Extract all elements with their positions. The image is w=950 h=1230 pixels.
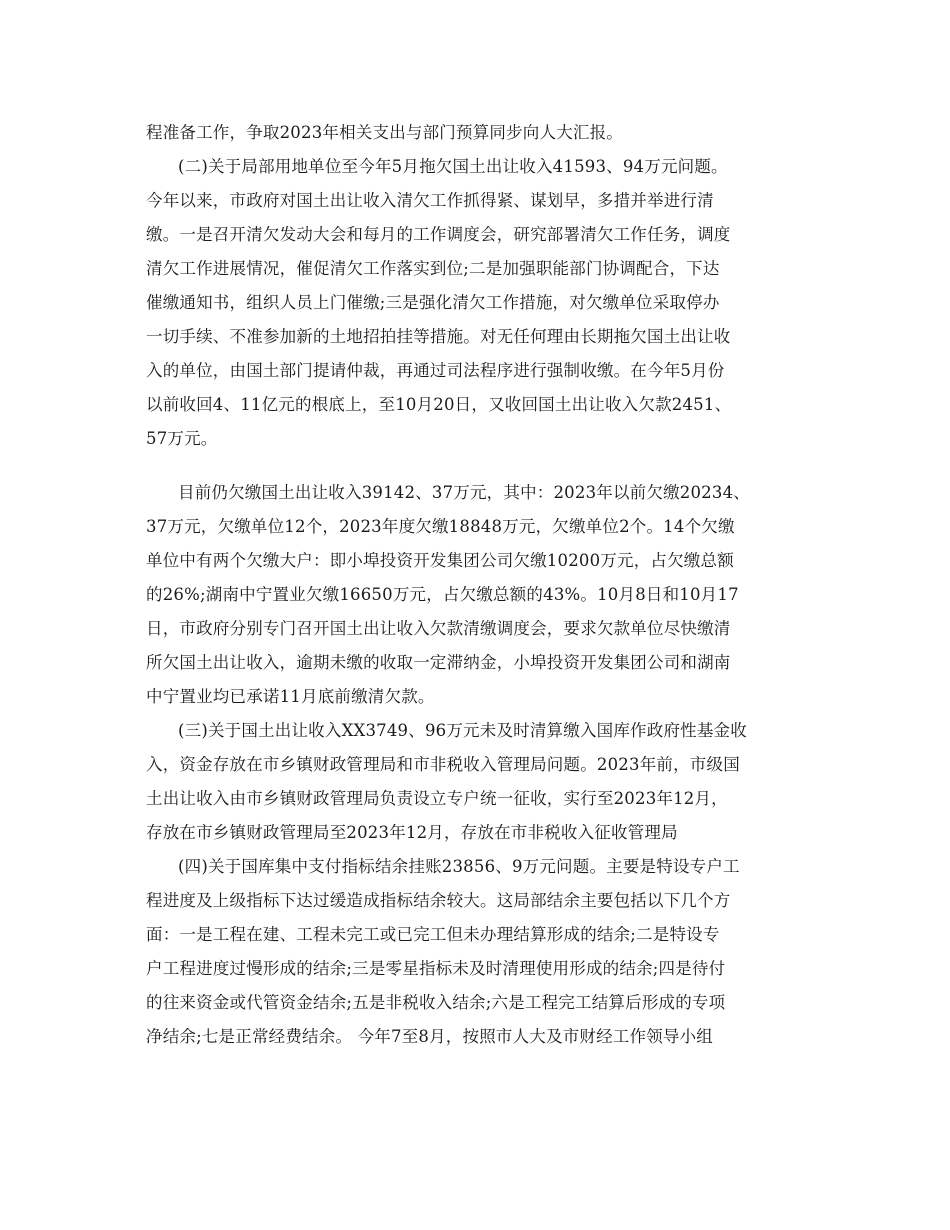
- text-line: 清欠工作进展情况，催促清欠工作落实到位;二是加强职能部门协调配合，下达: [146, 259, 720, 278]
- text-line: 一切手续、不准参加新的土地招拍挂等措施。对无任何理由长期拖欠国土出让收: [146, 327, 731, 346]
- text-line: (二)关于局部用地单位至今年5月拖欠国土出让收入41593、94万元问题。: [178, 157, 728, 176]
- text-line: (三)关于国土出让收入XX3749、96万元未及时清算缴入国库作政府性基金收: [178, 721, 747, 740]
- text-line: 的26%;湖南中宁置业欠缴16650万元，占欠缴总额的43%。10月8日和10月17: [146, 585, 739, 604]
- text-line: 净结余;七是正常经费结余。 今年7至8月，按照市人大及市财经工作领导小组: [146, 1027, 713, 1046]
- text-line: 入的单位，由国土部门提请仲裁，再通过司法程序进行强制收缴。在今年5月份: [146, 361, 725, 380]
- text-line: 程准备工作，争取2023年相关支出与部门预算同步向人大汇报。: [146, 123, 623, 142]
- text-line: 存放在市乡镇财政管理局至2023年12月，存放在市非税收入征收管理局: [146, 823, 678, 842]
- text-line: 目前仍欠缴国土出让收入39142、37万元，其中：2023年以前欠缴20234、: [178, 483, 750, 502]
- text-line: 缴。一是召开清欠发动大会和每月的工作调度会，研究部署清欠工作任务，调度: [146, 225, 731, 244]
- text-line: 催缴通知书，组织人员上门催缴;三是强化清欠工作措施，对欠缴单位采取停办: [146, 293, 720, 312]
- text-line: 的往来资金或代管资金结余;五是非税收入结余;六是工程完工结算后形成的专项: [146, 993, 726, 1012]
- text-line: 以前收回4、11亿元的根底上，至10月20日，又收回国土出让收入欠款2451、: [146, 395, 732, 414]
- text-line: 日，市政府分别专门召开国土出让收入欠款清缴调度会，要求欠款单位尽快缴清: [146, 619, 731, 638]
- text-line: 所欠国土出让收入，逾期未缴的收取一定滞纳金，小埠投资开发集团公司和湖南: [146, 653, 731, 672]
- text-line: 户工程进度过慢形成的结余;三是零星指标未及时清理使用形成的结余;四是待付: [146, 959, 726, 978]
- text-line: 面：一是工程在建、工程未完工或已完工但未办理结算形成的结余;二是特设专: [146, 925, 720, 944]
- text-line: 中宁置业均已承诺11月底前缴清欠款。: [146, 687, 435, 706]
- text-line: 入，资金存放在市乡镇财政管理局和市非税收入管理局问题。2023年前，市级国: [146, 755, 740, 774]
- text-line: 57万元。: [146, 429, 218, 448]
- text-line: 土出让收入由市乡镇财政管理局负责设立专户统一征收，实行至2023年12月，: [146, 789, 728, 808]
- text-line: (四)关于国库集中支付指标结余挂账23856、9万元问题。主要是特设专户工: [178, 857, 740, 876]
- text-line: 37万元，欠缴单位12个，2023年度欠缴18848万元，欠缴单位2个。14个欠缴: [146, 517, 735, 536]
- text-line: 今年以来，市政府对国土出让收入清欠工作抓得紧、谋划早，多措并举进行清: [146, 191, 714, 210]
- text-line: 单位中有两个欠缴大户：即小埠投资开发集团公司欠缴10200万元，占欠缴总额: [146, 551, 734, 570]
- text-line: 程进度及上级指标下达过缓造成指标结余较大。这局部结余主要包括以下几个方: [146, 891, 731, 910]
